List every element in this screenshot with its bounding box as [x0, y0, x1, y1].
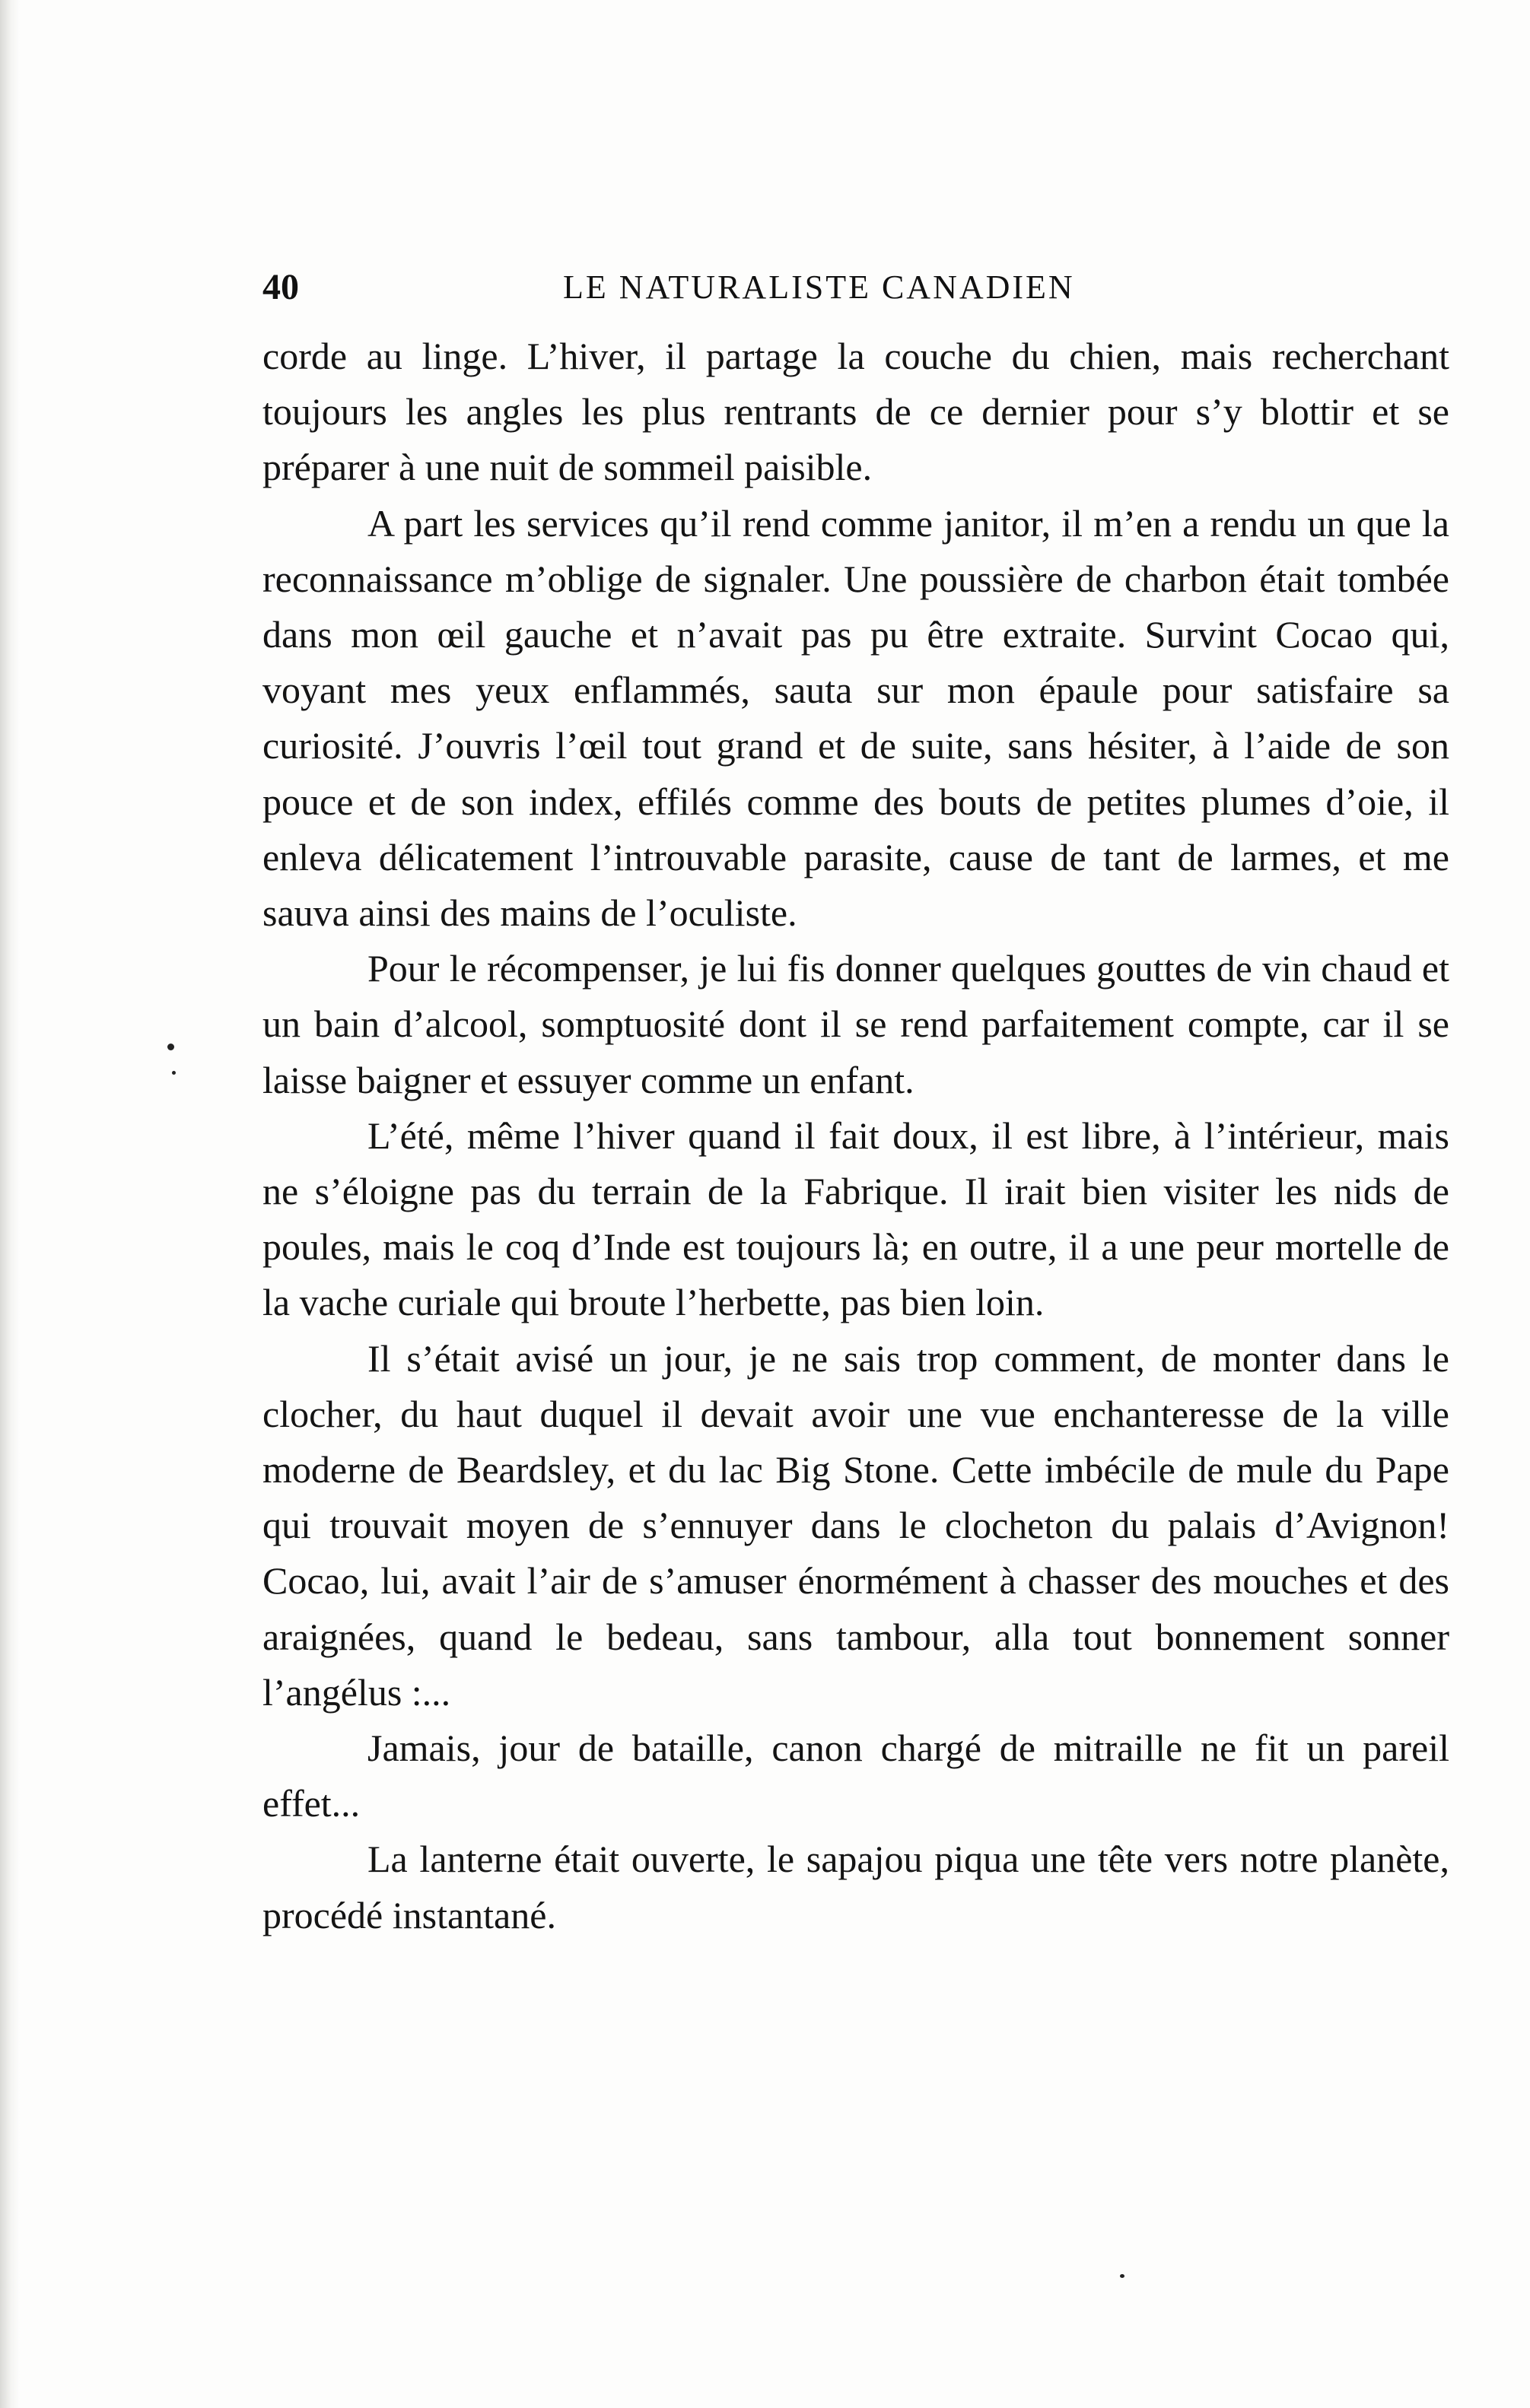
paragraph: L’été, même l’hiver quand il fait doux, il est libre, à l’intérieur, mais ne s’éloigne pas du terrain de la Fabrique. Il irait bien visiter les nids de poules, mais le coq d’Inde est toujours là; en outre, il a une peur mortelle de la vache curiale qui broute l’herbette, pas bien loin.: [262, 1113, 1449, 1324]
paragraph: corde au linge. L’hiver, il partage la couche du chien, mais recherchant toujours les angles les plus rentrants de ce dernier pour s’y blottir et se préparer à une nuit de sommeil paisible.: [262, 335, 1449, 489]
page-number: 40: [262, 267, 299, 307]
paragraph: Pour le récompenser, je lui fis donner quelques gouttes de vin chaud et un bain d’alcool, somptuosité dont il se rend parfaitement compte, car il se laisse baigner et essuyer comme un enfant.: [262, 947, 1449, 1101]
paragraph: Il s’était avisé un jour, je ne sais trop comment, de monter dans le clocher, du haut duquel il devait avoir une vue enchanteresse de la ville moderne de Beardsley, et du lac Big Stone. Cette imbécile de mule du Pape qui trouvait moyen de s’ennuyer dans le clocheton du palais d’Avignon! Cocao, lui, avait l’air de s’amuser énormément à chasser des mouches et des araignées, quand le bedeau, sans tambour, alla tout bonnement sonner l’angélus :...: [262, 1336, 1449, 1714]
print-speck: [1120, 2274, 1124, 2278]
paragraph: La lanterne était ouverte, le sapajou piqua une tête vers notre planète, procédé instantané.: [262, 1838, 1449, 1936]
paragraph: A part les services qu’il rend comme janitor, il m’en a rendu un que la reconnaissance m’oblige de signaler. Une poussière de charbon était tombée dans mon œil gauche et n’avait pas pu être extraite. Survint Cocao qui, voyant mes yeux enflammés, sauta sur mon épaule pour satisfaire sa curiosité. J’ouvris l’œil tout grand et de suite, sans hésiter, à l’aide de son pouce et de son index, effilés comme des bouts de petites plumes d’oie, il enleva délicatement l’introuvable parasite, cause de tant de larmes, et me sauva ainsi des mains de l’oculiste.: [262, 501, 1449, 935]
print-speck: [172, 1071, 176, 1075]
running-title: LE NATURALISTE CANADIEN: [563, 268, 1075, 306]
body-text: [262, 329, 1449, 1943]
print-speck: [167, 1044, 174, 1050]
running-header: [262, 265, 1449, 310]
page-gutter: [0, 0, 20, 2408]
paragraph: Jamais, jour de bataille, canon chargé de mitraille ne fit un pareil effet...: [262, 1727, 1449, 1825]
